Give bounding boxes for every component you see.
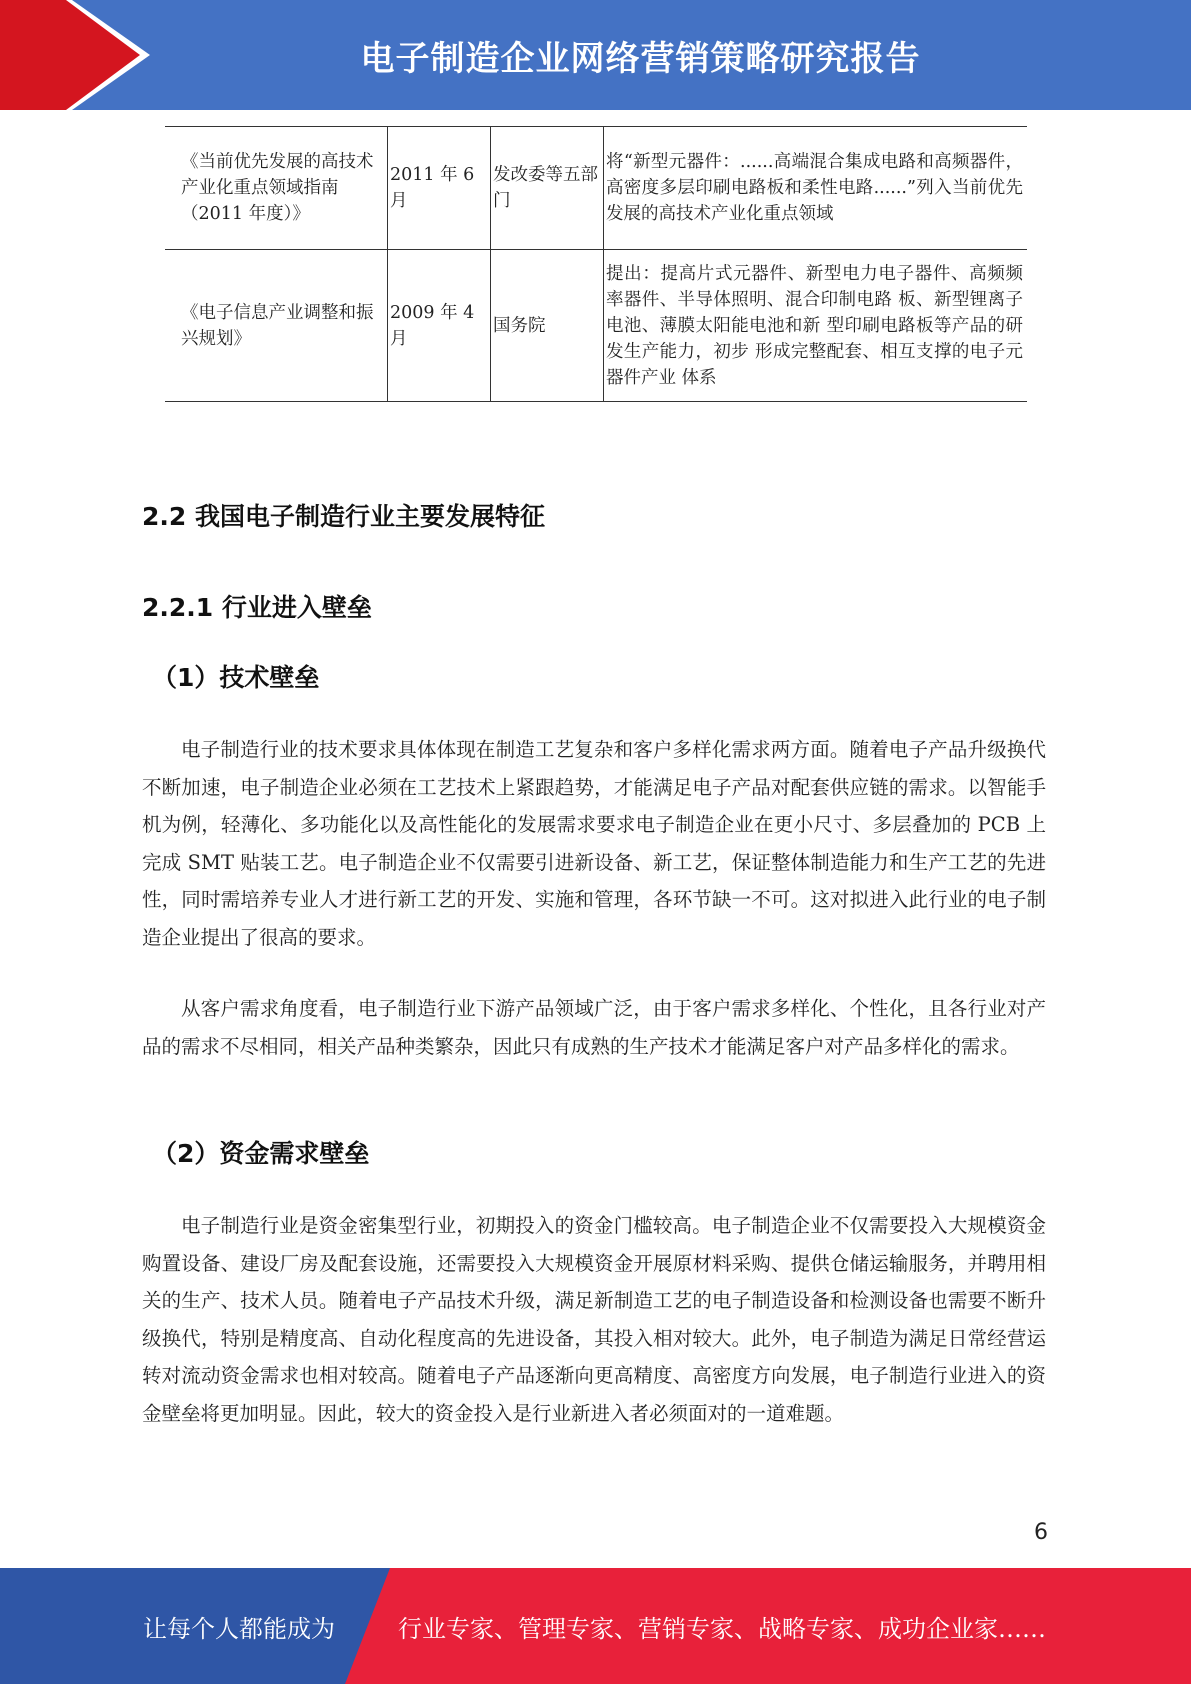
paragraph-tech-1: 电子制造行业的技术要求具体体现在制造工艺复杂和客户多样化需求两方面。随着电子产品升级换代不断加速，电子制造企业必须在工艺技术上紧跟趋势，才能满足电子产品对配套供应链的需求。以智能手机为例，轻薄化、多功能化以及高性能化的发展需求要求电子制造企业在更小尺寸、多层叠加的 PCB 上完成 SMT 贴装工艺。电子制造企业不仅需要引进新设备、新工艺，保证整体制造能力和生产工艺的先进性，同时需培养专业人才进行新工艺的开发、实施和管理，各环节缺一不可。这对拟进入此行业的电子制造企业提出了很高的要求。 — [142, 738, 1046, 949]
page-header — [0, 0, 1191, 110]
policy-name-cell: 《当前优先发展的高技术产业化重点领域指南（2011 年度）》 — [165, 127, 388, 250]
policy-content-cell: 将“新型元器件：......高端混合集成电路和高频器件，高密度多层印刷电路板和柔性电路......”列入当前优先发展的高技术产业化重点领域 — [604, 127, 1028, 250]
section-heading-2-2: 2.2 我国电子制造行业主要发展特征 — [142, 502, 545, 531]
page-footer — [0, 1568, 1191, 1684]
policy-name-cell: 《电子信息产业调整和振兴规划》 — [165, 250, 388, 402]
page-number: 6 — [1034, 1520, 1048, 1545]
section-heading-2-2-1: 2.2.1 行业进入壁垒 — [142, 593, 372, 622]
footer-slogan-left: 让每个人都能成为 — [143, 1614, 335, 1643]
subheading-tech-barrier: （1）技术壁垒 — [152, 663, 320, 692]
table-row — [165, 127, 1027, 250]
policy-date-cell: 2009 年 4 月 — [388, 250, 491, 402]
policy-date-cell: 2011 年 6 月 — [388, 127, 491, 250]
policy-dept-cell: 国务院 — [491, 250, 604, 402]
header-chevron-icon — [0, 0, 140, 110]
policy-table — [165, 126, 1027, 402]
paragraph-tech-2: 从客户需求角度看，电子制造行业下游产品领域广泛，由于客户需求多样化、个性化，且各行业对产品的需求不尽相同，相关产品种类繁杂，因此只有成熟的生产技术才能满足客户对产品多样化的需求。 — [142, 997, 1046, 1058]
policy-content-cell: 提出：提高片式元器件、新型电力电子器件、高频频率器件、半导体照明、混合印制电路 板、新型锂离子电池、薄膜太阳能电池和新 型印刷电路板等产品的研发生产能力，初步 形成完整配套、相互支撑的电子元器件产业 体系 — [604, 250, 1028, 402]
paragraph-capital: 电子制造行业是资金密集型行业，初期投入的资金门槛较高。电子制造企业不仅需要投入大规模资金购置设备、建设厂房及配套设施，还需要投入大规模资金开展原材料采购、提供仓储运输服务，并聘用相关的生产、技术人员。随着电子产品技术升级，满足新制造工艺的电子制造设备和检测设备也需要不断升级换代，特别是精度高、自动化程度高的先进设备，其投入相对较大。此外，电子制造为满足日常经营运转对流动资金需求也相对较高。随着电子产品逐渐向更高精度、高密度方向发展，电子制造行业进入的资金壁垒将更加明显。因此，较大的资金投入是行业新进入者必须面对的一道难题。 — [142, 1214, 1046, 1425]
subheading-capital-barrier: （2）资金需求壁垒 — [152, 1139, 370, 1168]
footer-slogan-right: 行业专家、管理专家、营销专家、战略专家、成功企业家…… — [398, 1614, 1046, 1643]
table-row — [165, 250, 1027, 402]
policy-dept-cell: 发改委等五部门 — [491, 127, 604, 250]
report-title: 电子制造企业网络营销策略研究报告 — [360, 38, 921, 79]
